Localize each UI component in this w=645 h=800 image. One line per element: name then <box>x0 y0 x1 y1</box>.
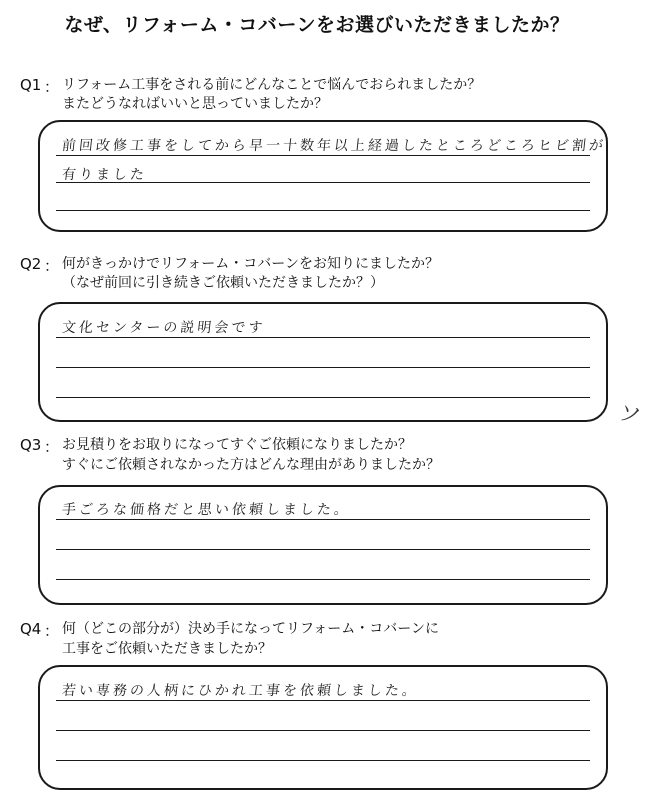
question-2-line-1: 何がきっかけでリフォーム・コバーンをお知りにましたか？ <box>62 256 440 272</box>
question-2-colon: ： <box>44 257 60 275</box>
question-4-line-2: 工事をご依頼いただきましたか？ <box>62 641 272 657</box>
question-3-colon: ： <box>44 438 60 456</box>
question-1-line-2: またどうなればいいと思っていましたか？ <box>62 96 328 112</box>
answer-4-box <box>38 665 608 790</box>
question-1-line-1: リフォーム工事をされる前にどんなことで悩んでおられましたか？ <box>62 77 482 93</box>
answer-line <box>56 730 590 731</box>
question-2-number: Q2 <box>20 255 42 273</box>
answer-1-handwriting-line-2: 有りました <box>61 167 148 183</box>
page-title: なぜ、リフォーム・コバーンをお選びいただきましたか？ <box>64 14 570 36</box>
answer-line <box>56 155 590 156</box>
question-1-colon: ： <box>44 78 60 96</box>
question-3-number: Q3 <box>20 436 42 454</box>
answer-2-box <box>38 302 608 422</box>
answer-line <box>56 760 590 761</box>
question-4-colon: ： <box>44 622 60 640</box>
question-4-number: Q4 <box>20 620 42 638</box>
answer-line <box>56 549 590 550</box>
answer-line <box>56 579 590 580</box>
answer-3-handwriting: 手ごろな価格だと思い依頼しました。 <box>61 502 352 518</box>
question-3-line-2: すぐにご依頼されなかった方はどんな理由がありましたか？ <box>62 457 440 473</box>
question-3-line-1: お見積りをお取りになってすぐご依頼になりましたか？ <box>62 437 412 453</box>
answer-line <box>56 700 590 701</box>
answer-line <box>56 367 590 368</box>
answer-line <box>56 519 590 520</box>
answer-line <box>56 337 590 338</box>
answer-3-box <box>38 485 608 605</box>
answer-1-handwriting-line-1: 前回改修工事をしてから早一十数年以上経過したところどころヒビ割が <box>61 138 607 154</box>
question-2-line-2: （なぜ前回に引き続きご依頼いただきましたか？） <box>62 275 384 291</box>
margin-mark: ソ <box>615 400 644 431</box>
question-4-line-1: 何（どこの部分が）決め手になってリフォーム・コバーンに <box>62 621 440 637</box>
answer-2-handwriting: 文化センターの説明会です <box>61 320 267 336</box>
answer-1-box <box>38 120 608 232</box>
answer-line <box>56 397 590 398</box>
answer-line <box>56 210 590 211</box>
question-1-number: Q1 <box>20 76 42 94</box>
answer-4-handwriting: 若い専務の人柄にひかれ工事を依頼しました。 <box>61 683 420 699</box>
